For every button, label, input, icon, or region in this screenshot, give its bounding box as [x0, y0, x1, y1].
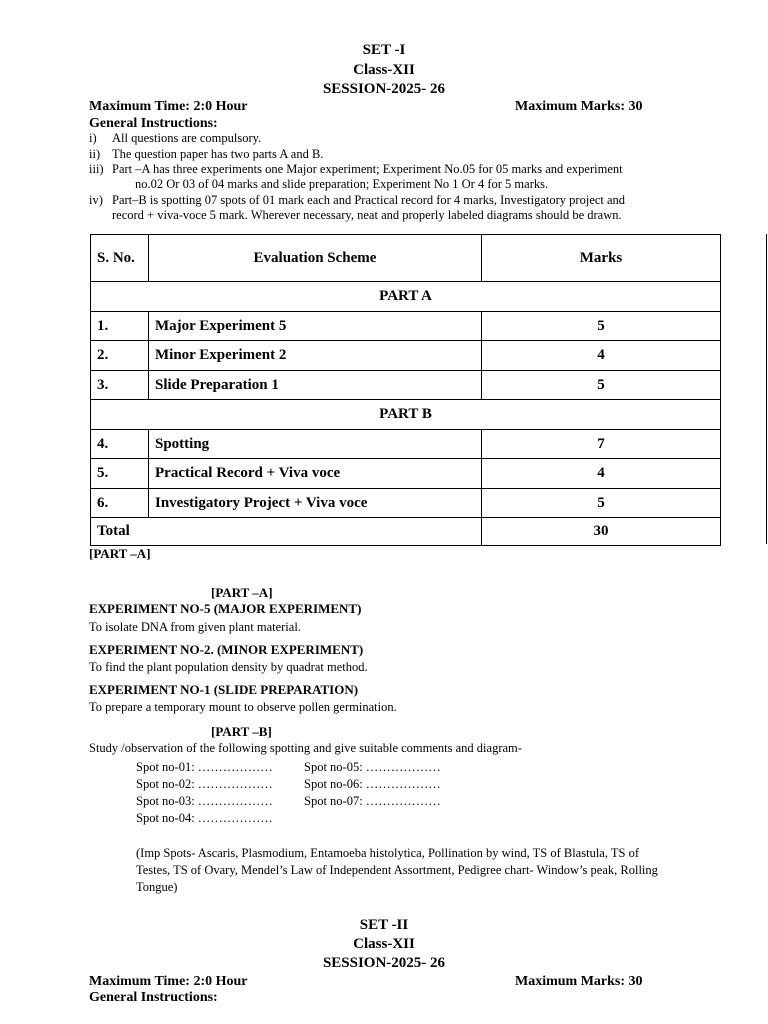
experiment-heading: EXPERIMENT NO-2. (MINOR EXPERIMENT) [89, 642, 364, 657]
instruction-text: All questions are compulsory. [112, 131, 262, 145]
instruction-number: iv) [89, 193, 103, 207]
row-marks: 5 [482, 312, 721, 341]
total-row [91, 518, 721, 546]
set-title: SET -I [362, 42, 406, 58]
spotting-intro: Study /observation of the following spotting and give suitable comments and diagram- [89, 741, 522, 755]
row-scheme: Spotting [149, 430, 482, 459]
instruction-item [89, 162, 649, 194]
instruction-number: i) [89, 131, 97, 145]
session-title: SESSION-2025- 26 [322, 81, 446, 97]
part-a-heading: [PART –A] [211, 585, 273, 600]
part-a-label: PART A [91, 282, 721, 312]
row-marks: 5 [482, 371, 721, 400]
imp-spots-line: Testes, TS of Ovary, Mendel’s Law of Independent Assortment, Pedigree chart- Window’s peak, Rolling [136, 863, 658, 877]
total-label: Total [91, 518, 482, 546]
imp-spots-line: Tongue) [136, 880, 178, 894]
table-row [91, 489, 721, 518]
experiment-heading: EXPERIMENT NO-5 (MAJOR EXPERIMENT) [89, 601, 362, 616]
spot-item: Spot no-07: ……………… [304, 794, 441, 808]
part-a-label-left: [PART –A] [89, 546, 151, 561]
spot-item: Spot no-03: ……………… [136, 794, 273, 808]
row-scheme: Practical Record + Viva voce [149, 459, 482, 489]
total-marks: 30 [482, 518, 721, 546]
experiment-text: To find the plant population density by quadrat method. [89, 660, 368, 674]
row-scheme: Major Experiment 5 [149, 312, 482, 341]
row-sno: 3. [91, 371, 149, 400]
imp-spots-line: (Imp Spots- Ascaris, Plasmodium, Entamoeba histolytica, Pollination by wind, TS of Blastula, TS of [136, 846, 639, 860]
row-marks: 5 [482, 489, 721, 518]
row-scheme: Minor Experiment 2 [149, 341, 482, 371]
part-b-heading: [PART –B] [211, 724, 272, 739]
session-title: SESSION-2025- 26 [322, 955, 446, 971]
row-sno: 6. [91, 489, 149, 518]
experiment-text: To isolate DNA from given plant material. [89, 620, 301, 634]
table-row [91, 312, 721, 341]
part-a-row [91, 282, 721, 312]
row-marks: 4 [482, 459, 721, 489]
instruction-text: The question paper has two parts A and B. [112, 147, 324, 161]
instruction-text: Part–B is spotting 07 spots of 01 mark each and Practical record for 4 marks, Investigatory project and [112, 193, 626, 207]
general-instructions-heading: General Instructions: [89, 990, 218, 1005]
spot-item: Spot no-01: ……………… [136, 760, 273, 774]
spot-item: Spot no-06: ……………… [304, 777, 441, 791]
max-time: Maximum Time: 2:0 Hour [89, 99, 248, 114]
row-scheme: Investigatory Project + Viva voce [149, 489, 482, 518]
experiment-heading: EXPERIMENT NO-1 (SLIDE PREPARATION) [89, 682, 359, 697]
instruction-number: ii) [89, 147, 101, 161]
max-time: Maximum Time: 2:0 Hour [89, 974, 248, 989]
instruction-item [89, 147, 649, 163]
part-b-row [91, 400, 721, 430]
column-header-scheme: Evaluation Scheme [149, 235, 482, 282]
column-header-sno: S. No. [91, 235, 149, 282]
table-header-row [91, 235, 721, 282]
row-marks: 7 [482, 430, 721, 459]
table-row [91, 430, 721, 459]
evaluation-scheme-table [90, 234, 721, 546]
max-marks: Maximum Marks: 30 [515, 974, 643, 989]
table-row [91, 371, 721, 400]
class-title: Class-XII [353, 936, 415, 952]
instruction-text-continued: no.02 Or 03 of 04 marks and slide preparation; Experiment No 1 Or 4 for 5 marks. [135, 177, 549, 191]
row-scheme: Slide Preparation 1 [149, 371, 482, 400]
row-sno: 1. [91, 312, 149, 341]
set-title: SET -II [359, 917, 409, 933]
instruction-text-continued: record + viva-voce 5 mark. Wherever necessary, neat and properly labeled diagrams should be drawn. [112, 208, 622, 222]
part-b-label: PART B [91, 400, 721, 430]
table-row [91, 459, 721, 489]
row-sno: 2. [91, 341, 149, 371]
row-marks: 4 [482, 341, 721, 371]
class-title: Class-XII [353, 62, 415, 78]
instruction-number: iii) [89, 162, 104, 176]
row-sno: 4. [91, 430, 149, 459]
table-row [91, 341, 721, 371]
instruction-text: Part –A has three experiments one Major experiment; Experiment No.05 for 05 marks and experiment [112, 162, 623, 176]
experiment-text: To prepare a temporary mount to observe pollen germination. [89, 700, 397, 714]
instruction-item [89, 131, 649, 147]
max-marks: Maximum Marks: 30 [515, 99, 643, 114]
spot-item: Spot no-02: ……………… [136, 777, 273, 791]
row-sno: 5. [91, 459, 149, 489]
page-edge-line [766, 234, 767, 544]
general-instructions-heading: General Instructions: [89, 116, 218, 131]
column-header-marks: Marks [482, 235, 721, 282]
instruction-item [89, 193, 729, 225]
spot-item: Spot no-04: ……………… [136, 811, 273, 825]
spot-item: Spot no-05: ……………… [304, 760, 441, 774]
